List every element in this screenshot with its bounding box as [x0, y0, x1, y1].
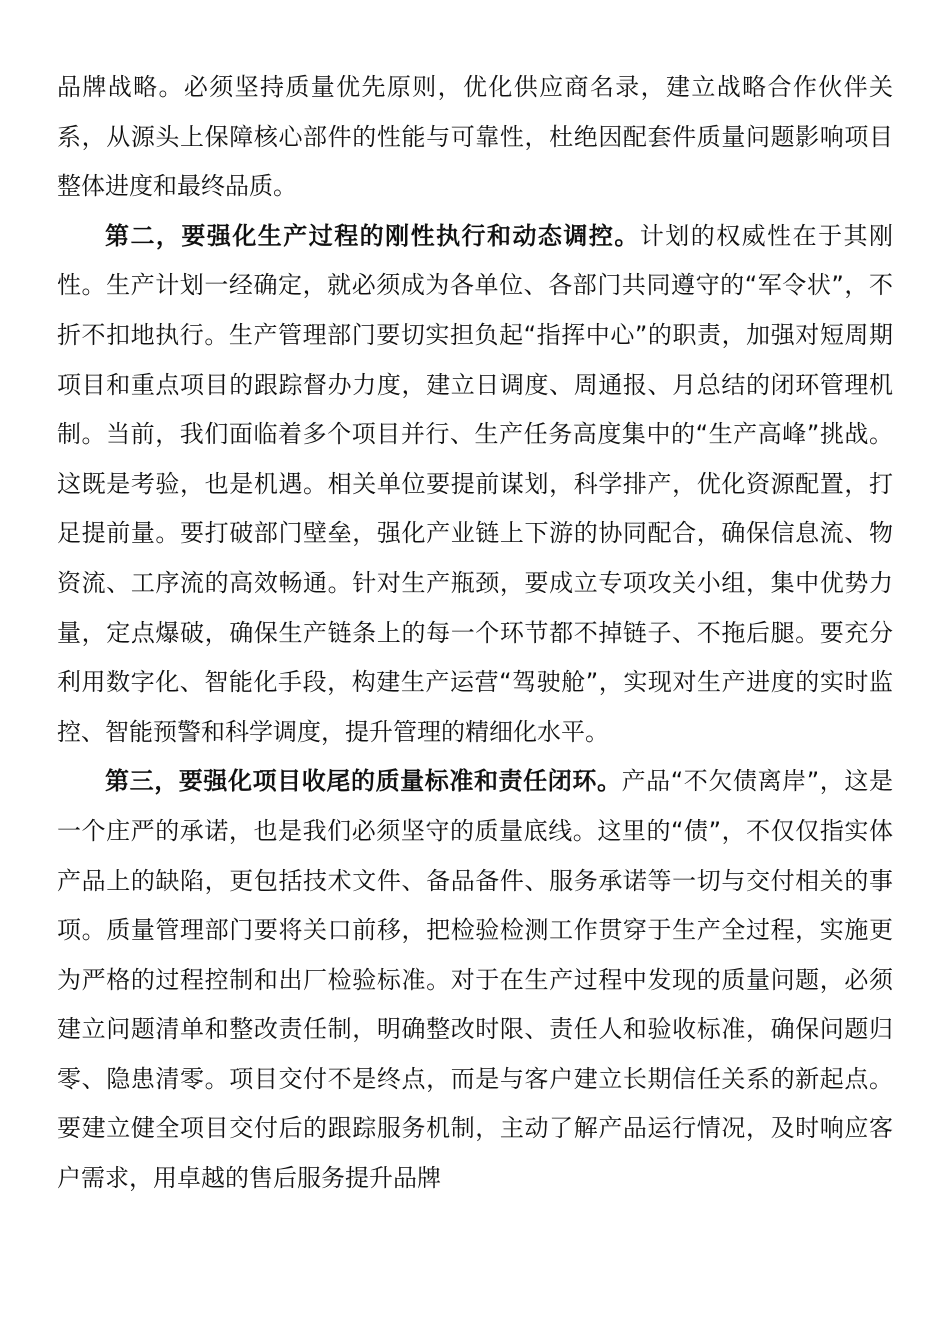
- paragraph-continuation: [57, 63, 893, 212]
- paragraph-text: 品牌战略。必须坚持质量优先原则，优化供应商名录，建立战略合作伙伴关系，从源头上保障核心部件的性能与可靠性，杜绝因配套件质量问题影响项目整体进度和最终品质。: [57, 73, 893, 201]
- paragraph-heading: 第三，要强化项目收尾的质量标准和责任闭环。: [105, 767, 622, 796]
- paragraph-heading: 第二，要强化生产过程的刚性执行和动态调控。: [105, 221, 640, 250]
- paragraph-second-point: [57, 212, 893, 758]
- paragraph-third-point: [57, 757, 893, 1203]
- paragraph-text: 计划的权威性在于其刚性。生产计划一经确定，就必须成为各单位、各部门共同遵守的“军令状”，不折不扣地执行。生产管理部门要切实担负起“指挥中心”的职责，加强对短周期项目和重点项目的跟踪督办力度，建立日调度、周通报、月总结的闭环管理机制。当前，我们面临着多个项目并行、生产任务高度集中的“生产高峰”挑战。这既是考验，也是机遇。相关单位要提前谋划，科学排产，优化资源配置，打足提前量。要打破部门壁垒，强化产业链上下游的协同配合，确保信息流、物资流、工序流的高效畅通。针对生产瓶颈，要成立专项攻关小组，集中优势力量，定点爆破，确保生产链条上的每一个环节都不掉链子、不拖后腿。要充分利用数字化、智能化手段，构建生产运营“驾驶舱”，实现对生产进度的实时监控、智能预警和科学调度，提升管理的精细化水平。: [57, 221, 894, 746]
- document-body: [57, 63, 893, 1204]
- paragraph-text: 产品“不欠债离岸”，这是一个庄严的承诺，也是我们必须坚守的质量底线。这里的“债”，不仅仅指实体产品上的缺陷，更包括技术文件、备品备件、服务承诺等一切与交付相关的事项。质量管理部门要将关口前移，把检验检测工作贯穿于生产全过程，实施更为严格的过程控制和出厂检验标准。对于在生产过程中发现的质量问题，必须建立问题清单和整改责任制，明确整改时限、责任人和验收标准，确保问题归零、隐患清零。项目交付不是终点，而是与客户建立长期信任关系的新起点。要建立健全项目交付后的跟踪服务机制，主动了解产品运行情况，及时响应客户需求，用卓越的售后服务提升品牌: [57, 767, 894, 1193]
